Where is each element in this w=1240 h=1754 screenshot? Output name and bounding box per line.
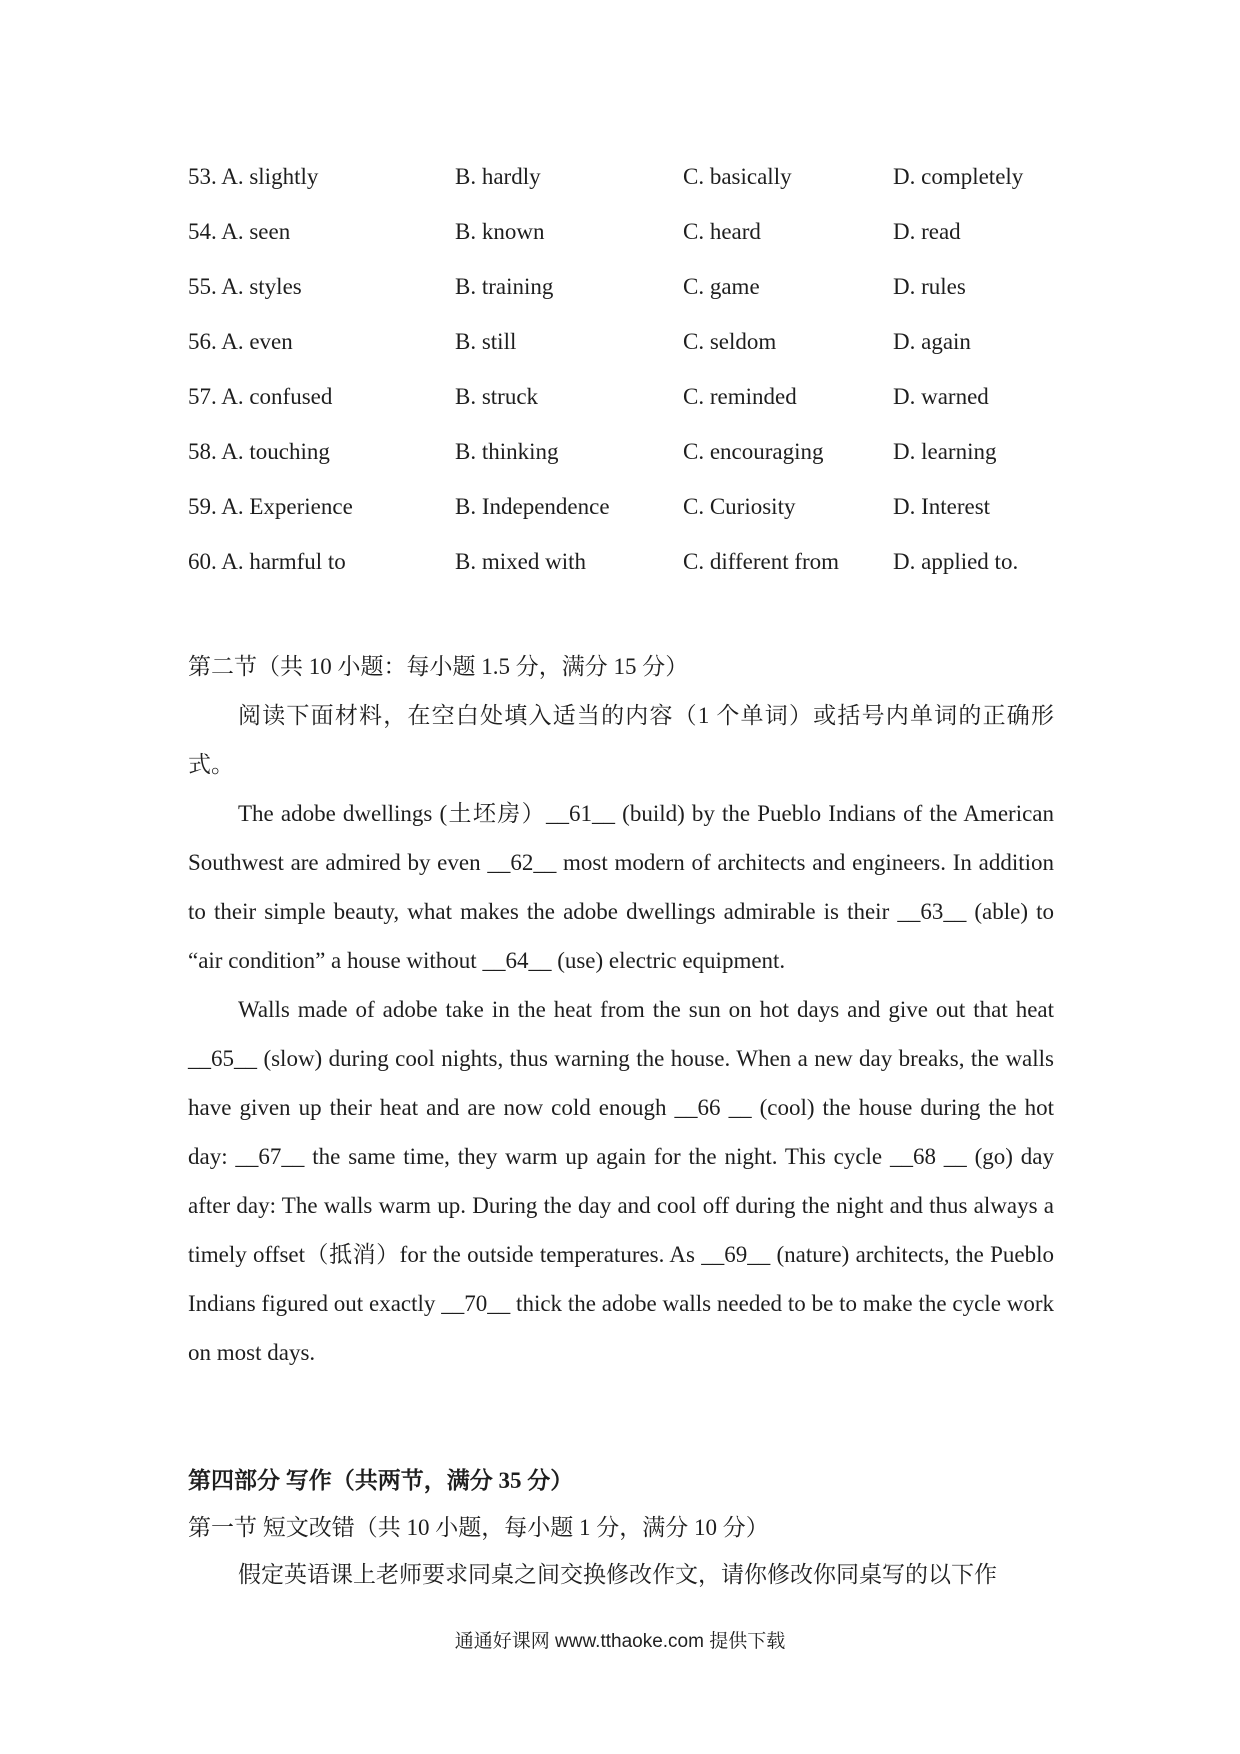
option-c: C. reminded	[683, 384, 797, 409]
question-57-row	[188, 382, 1088, 437]
option-b: B. known	[455, 219, 545, 244]
option-d: D. read	[893, 219, 961, 244]
option-d: D. rules	[893, 274, 966, 299]
option-b: B. training	[455, 274, 554, 299]
option-d: D. completely	[893, 164, 1024, 189]
option-d: D. again	[893, 329, 971, 354]
multiple-choice-options	[188, 162, 1088, 602]
option-c: C. game	[683, 274, 760, 299]
part-4-section-1-header: 第一节 短文改错（共 10 小题，每小题 1 分，满分 10 分）	[188, 1515, 769, 1540]
option-a: 58. A. touching	[188, 439, 330, 464]
option-d: D. applied to.	[893, 549, 1019, 574]
question-54-row	[188, 217, 1088, 272]
option-c: C. basically	[683, 164, 792, 189]
question-55-row	[188, 272, 1088, 327]
option-a: 57. A. confused	[188, 384, 333, 409]
option-d: D. Interest	[893, 494, 991, 519]
question-56-row	[188, 327, 1088, 382]
option-c: C. seldom	[683, 329, 777, 354]
option-a: 56. A. even	[188, 329, 293, 354]
question-59-row	[188, 492, 1088, 547]
option-a: 53. A. slightly	[188, 164, 319, 189]
option-b: B. still	[455, 329, 517, 354]
question-58-row	[188, 437, 1088, 492]
option-c: C. Curiosity	[683, 494, 796, 519]
question-53-row	[188, 162, 1088, 217]
option-b: B. hardly	[455, 164, 541, 189]
option-c: C. different from	[683, 549, 840, 574]
passage	[188, 789, 1054, 1377]
section-2-instruction: 阅读下面材料，在空白处填入适当的内容（1 个单词）或括号内单词的正确形式。	[188, 703, 1054, 777]
option-a: 60. A. harmful to	[188, 549, 346, 574]
section-2-header: 第二节（共 10 小题：每小题 1.5 分，满分 15 分）	[188, 654, 689, 679]
option-b: B. Independence	[455, 494, 610, 519]
option-c: C. heard	[683, 219, 761, 244]
option-d: D. learning	[893, 439, 997, 464]
footer-watermark: 通通好课网 www.tthaoke.com 提供下载	[454, 1631, 786, 1652]
option-a: 54. A. seen	[188, 219, 291, 244]
passage-paragraph-2: Walls made of adobe take in the heat from the sun on hot days and give out that heat __65__ (slow) during cool nights, thus warning the house. When a new day breaks, the walls have given up their heat and are now cold enough __66 __ (cool) the house during the hot day: __67__ the same time, they warm up again for the night. This cycle __68 __ (go) day after day: The walls warm up. During the day and cool off during the night and thus always a timely offset（抵消）for the outside temperatures. As __69__ (nature) architects, the Pueblo Indians figured out exactly __70__ thick the adobe walls needed to be to make the cycle work on most days.	[188, 997, 1054, 1365]
option-b: B. mixed with	[455, 549, 586, 574]
option-c: C. encouraging	[683, 439, 824, 464]
option-a: 59. A. Experience	[188, 494, 353, 519]
part-4-title: 第四部分 写作（共两节，满分 35 分）	[188, 1468, 574, 1493]
option-b: B. thinking	[455, 439, 559, 464]
option-d: D. warned	[893, 384, 989, 409]
part-4-section-1-instruction: 假定英语课上老师要求同桌之间交换修改作文，请你修改你同桌写的以下作	[238, 1562, 997, 1587]
question-60-row	[188, 547, 1088, 602]
option-b: B. struck	[455, 384, 539, 409]
option-a: 55. A. styles	[188, 274, 302, 299]
passage-paragraph-1: The adobe dwellings (土坯房）__61__ (build) by the Pueblo Indians of the American Southwest are admired by even __62__ most modern of architects and engineers. In addition to their simple beauty, what makes the adobe dwellings admirable is their __63__ (able) to “air condition” a house without __64__ (use) electric equipment.	[188, 801, 1054, 973]
